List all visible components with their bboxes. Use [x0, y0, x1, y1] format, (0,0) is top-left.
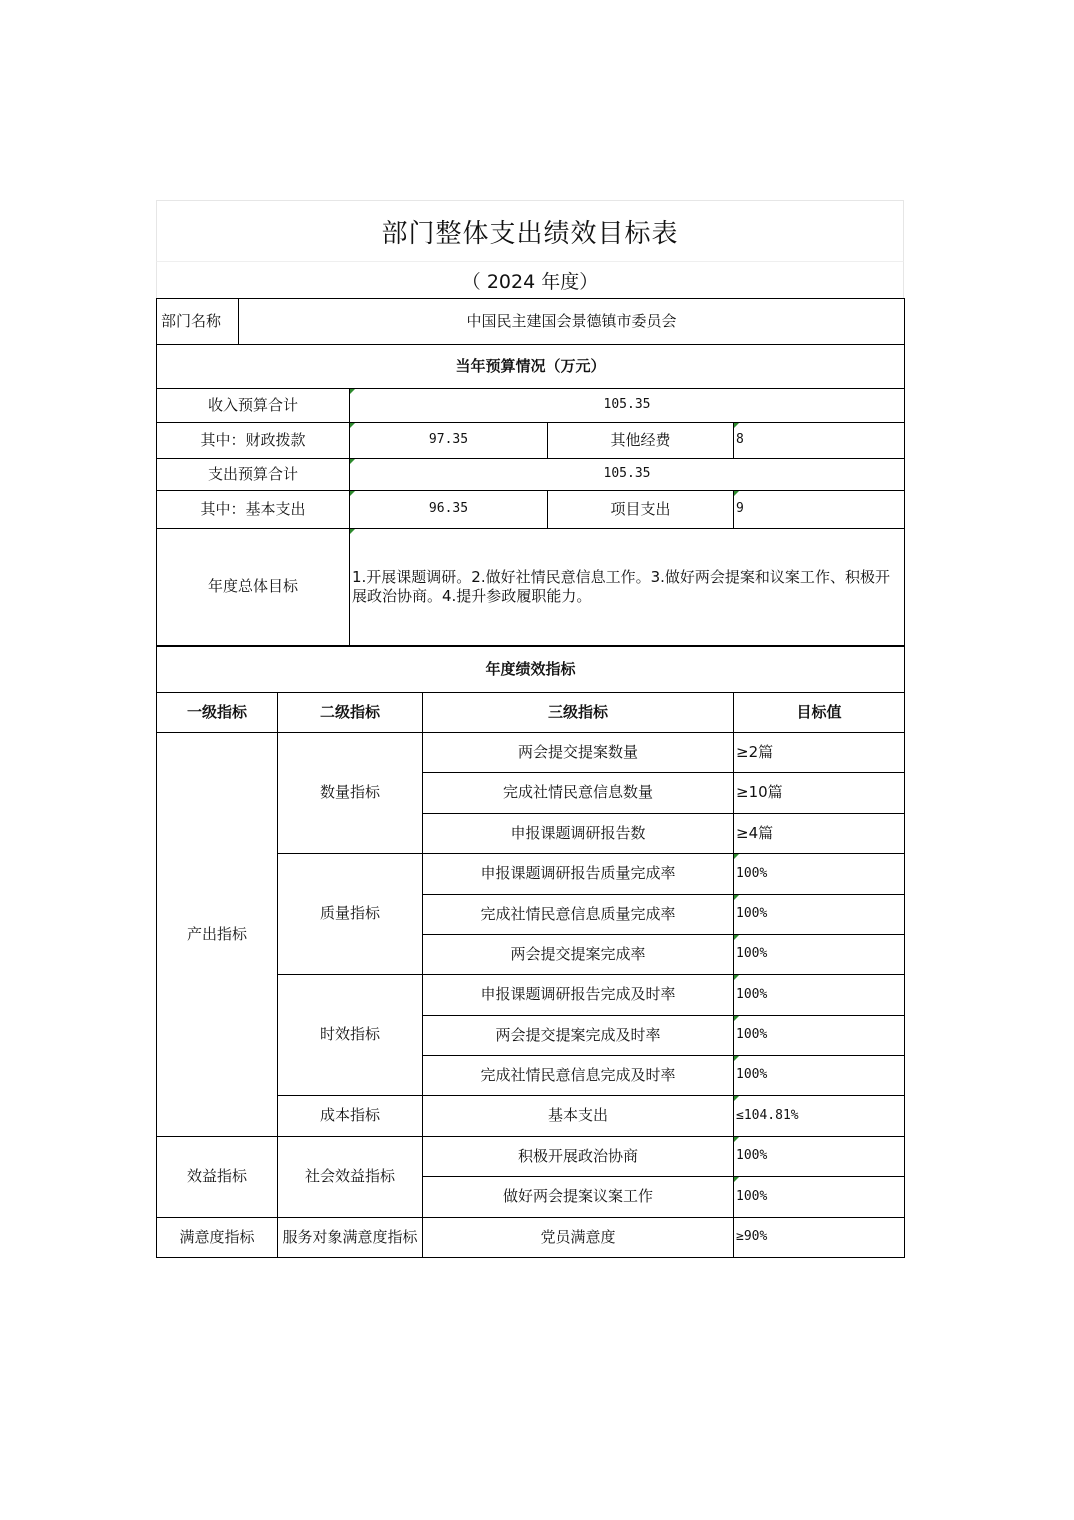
row-name: 基本支出: [423, 1096, 734, 1137]
expense-split-row: [157, 491, 905, 529]
table-row: [157, 1218, 905, 1258]
row-name: 完成社情民意信息完成及时率: [423, 1056, 734, 1096]
col-level2: 二级指标: [278, 693, 423, 733]
sub-cost: 成本指标: [278, 1096, 423, 1137]
fiscal-value: 97.35: [350, 423, 548, 459]
dept-row: [157, 299, 905, 345]
basic-value: 96.35: [350, 491, 548, 529]
goal-label: 年度总体目标: [157, 529, 350, 646]
row-name: 两会提交提案完成率: [423, 935, 734, 975]
sub-timeliness: 时效指标: [278, 975, 423, 1096]
row-target: ≥2篇: [734, 733, 905, 773]
row-target: 100%: [734, 854, 905, 895]
row-name: 做好两会提案议案工作: [423, 1177, 734, 1218]
row-name: 完成社情民意信息数量: [423, 773, 734, 814]
row-target: 100%: [734, 935, 905, 975]
income-total-value: 105.35: [350, 389, 905, 423]
row-name: 申报课题调研报告完成及时率: [423, 975, 734, 1016]
group-output: 产出指标: [157, 733, 278, 1137]
table-row: [157, 733, 905, 773]
other-value: 8: [734, 423, 905, 459]
goal-text: 1.开展课题调研。2.做好社情民意信息工作。3.做好两会提案和议案工作、积极开展政治协商。4.提升参政履职能力。: [350, 529, 905, 646]
dept-label: 部门名称: [157, 299, 239, 345]
table-row: [157, 1137, 905, 1177]
expense-total-value: 105.35: [350, 459, 905, 491]
project-label: 项目支出: [548, 491, 734, 529]
income-total-label: 收入预算合计: [157, 389, 350, 423]
sub-quality: 质量指标: [278, 854, 423, 975]
col-level1: 一级指标: [157, 693, 278, 733]
budget-table: [156, 298, 905, 646]
row-name: 党员满意度: [423, 1218, 734, 1258]
row-target: 100%: [734, 1016, 905, 1056]
other-label: 其他经费: [548, 423, 734, 459]
row-target: 100%: [734, 975, 905, 1016]
performance-sheet: [156, 200, 904, 1258]
perf-header: 年度绩效指标: [157, 647, 905, 693]
sub-social: 社会效益指标: [278, 1137, 423, 1218]
column-header-row: [157, 693, 905, 733]
row-target: 100%: [734, 895, 905, 935]
income-total-row: [157, 389, 905, 423]
row-target: 100%: [734, 1137, 905, 1177]
budget-header-row: [157, 345, 905, 389]
row-target: ≥10篇: [734, 773, 905, 814]
perf-table: [156, 646, 905, 1258]
group-benefit: 效益指标: [157, 1137, 278, 1218]
sub-service: 服务对象满意度指标: [278, 1218, 423, 1258]
income-split-row: [157, 423, 905, 459]
row-target: ≤104.81%: [734, 1096, 905, 1137]
row-target: ≥4篇: [734, 814, 905, 854]
row-name: 申报课题调研报告数: [423, 814, 734, 854]
expense-total-label: 支出预算合计: [157, 459, 350, 491]
col-target: 目标值: [734, 693, 905, 733]
expense-total-row: [157, 459, 905, 491]
group-satisfaction: 满意度指标: [157, 1218, 278, 1258]
perf-header-row: [157, 647, 905, 693]
row-name: 完成社情民意信息质量完成率: [423, 895, 734, 935]
row-name: 两会提交提案数量: [423, 733, 734, 773]
page-title: 部门整体支出绩效目标表: [156, 200, 904, 262]
row-target: 100%: [734, 1056, 905, 1096]
fiscal-label: 其中：财政拨款: [157, 423, 350, 459]
goal-row: [157, 529, 905, 646]
row-target: ≥90%: [734, 1218, 905, 1258]
project-value: 9: [734, 491, 905, 529]
dept-value: 中国民主建国会景德镇市委员会: [239, 299, 905, 345]
basic-label: 其中：基本支出: [157, 491, 350, 529]
year-subtitle: （ 2024 年度）: [156, 262, 904, 298]
row-name: 两会提交提案完成及时率: [423, 1016, 734, 1056]
row-name: 申报课题调研报告质量完成率: [423, 854, 734, 895]
row-target: 100%: [734, 1177, 905, 1218]
col-level3: 三级指标: [423, 693, 734, 733]
row-name: 积极开展政治协商: [423, 1137, 734, 1177]
sub-quantity: 数量指标: [278, 733, 423, 854]
budget-header: 当年预算情况（万元）: [157, 345, 905, 389]
